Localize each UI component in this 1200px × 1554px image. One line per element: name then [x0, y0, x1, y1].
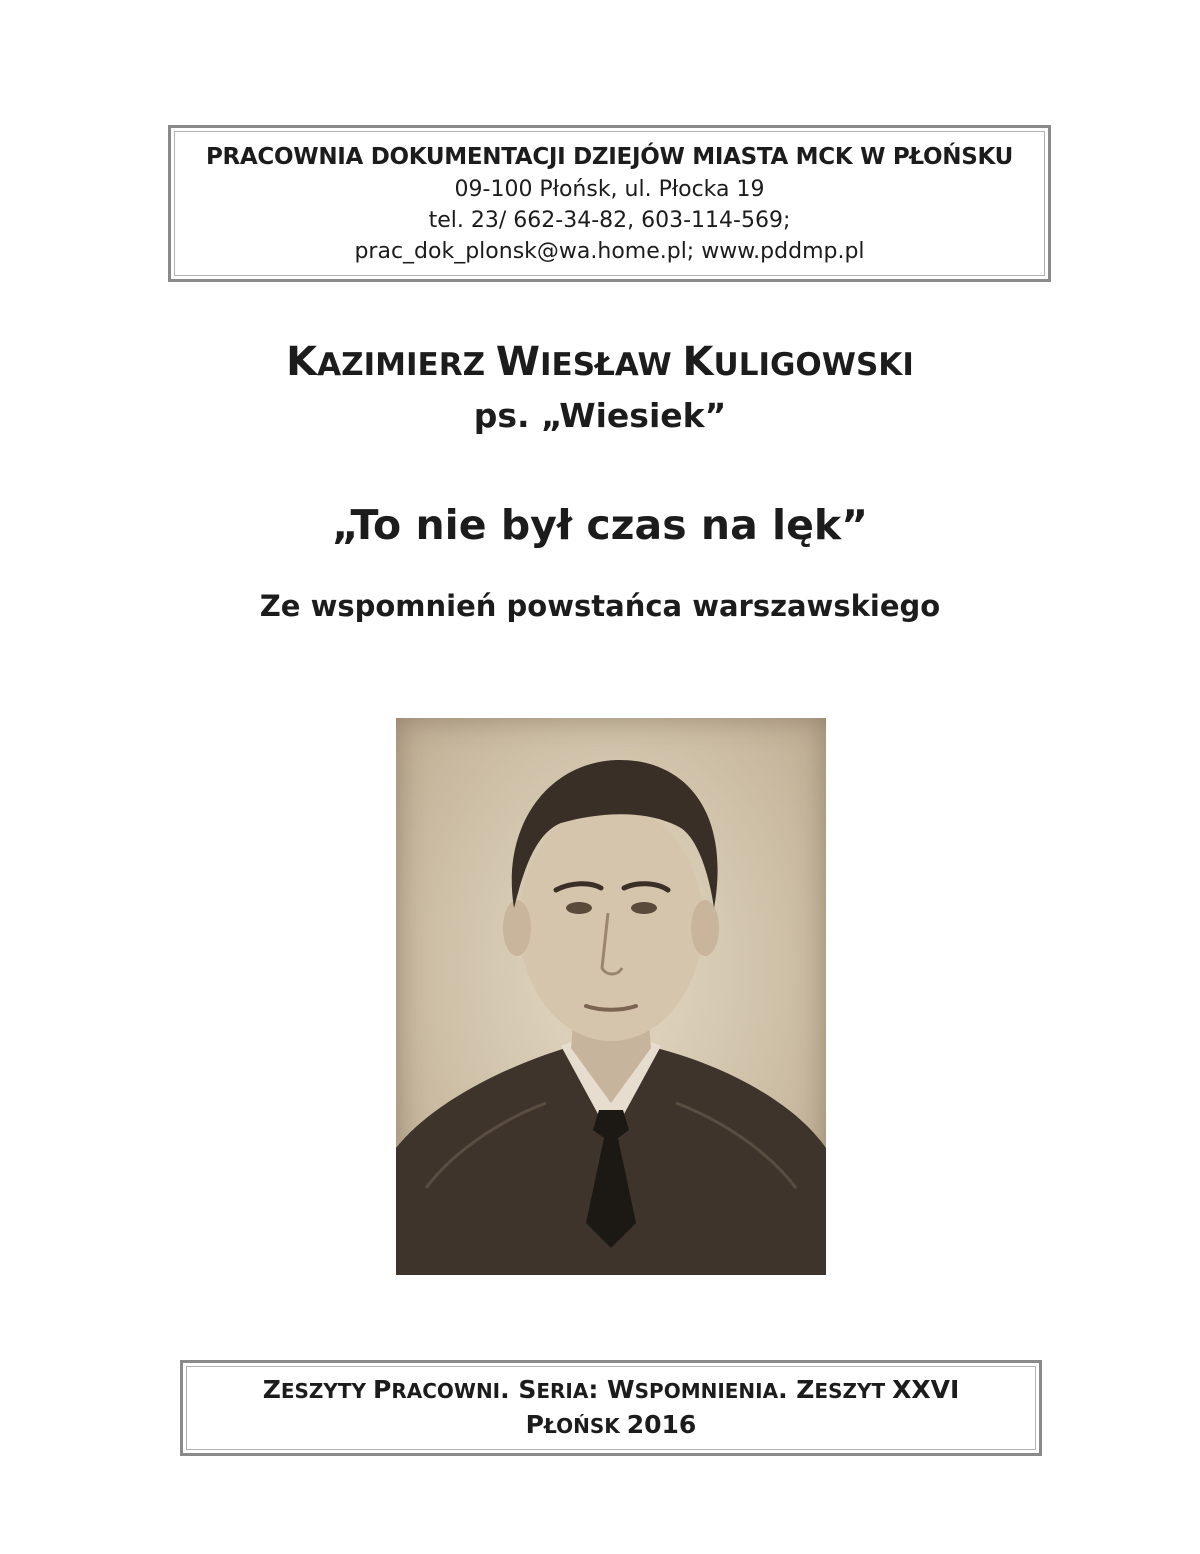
series-text: P	[373, 1375, 392, 1404]
series-text: ESZYT	[814, 1379, 893, 1403]
series-text: RACOWNI	[391, 1379, 501, 1403]
series-text: : W	[588, 1375, 635, 1404]
portrait-illustration	[396, 718, 826, 1275]
series-text: XXVI	[892, 1375, 960, 1404]
series-text: ERIA	[536, 1379, 589, 1403]
contact-line: prac_dok_plonsk@wa.home.pl; www.pddmp.pl	[354, 238, 865, 264]
author-name	[0, 337, 1200, 390]
author-initial-k: K	[286, 339, 318, 385]
series-text: . Z	[778, 1375, 815, 1404]
author-initial-w: W	[495, 339, 540, 385]
organization-name: PRACOWNIA DOKUMENTACJI DZIEJÓW MIASTA MCK W PŁOŃSKU	[205, 143, 1014, 170]
series-text: ESZYTY	[280, 1379, 373, 1403]
author-name-part: IESŁAW	[539, 347, 683, 383]
series-footer-box	[180, 1360, 1042, 1456]
publisher-header-box	[168, 125, 1051, 282]
portrait-photo	[396, 718, 826, 1275]
place-year-line	[526, 1408, 697, 1443]
author-name-part: AZIMIERZ	[317, 347, 496, 383]
series-text: . S	[500, 1375, 537, 1404]
address-line: 09-100 Płońsk, ul. Płocka 19	[454, 176, 765, 202]
place-text: ŁOŃSK	[544, 1414, 627, 1438]
book-title: „To nie był czas na lęk”	[331, 501, 869, 549]
year-text: 2016	[626, 1410, 697, 1439]
author-initial-k2: K	[682, 339, 714, 385]
series-line	[263, 1373, 960, 1408]
series-text: Z	[262, 1375, 281, 1404]
phone-line: tel. 23/ 662-34-82, 603-114-569;	[428, 207, 791, 233]
series-text: SPOMNIENIA	[634, 1379, 779, 1403]
place-text: P	[525, 1410, 544, 1439]
author-name-part: ULIGOWSKI	[713, 347, 914, 383]
author-pseudonym: ps. „Wiesiek”	[473, 396, 727, 435]
book-subtitle: Ze wspomnień powstańca warszawskiego	[259, 589, 941, 623]
